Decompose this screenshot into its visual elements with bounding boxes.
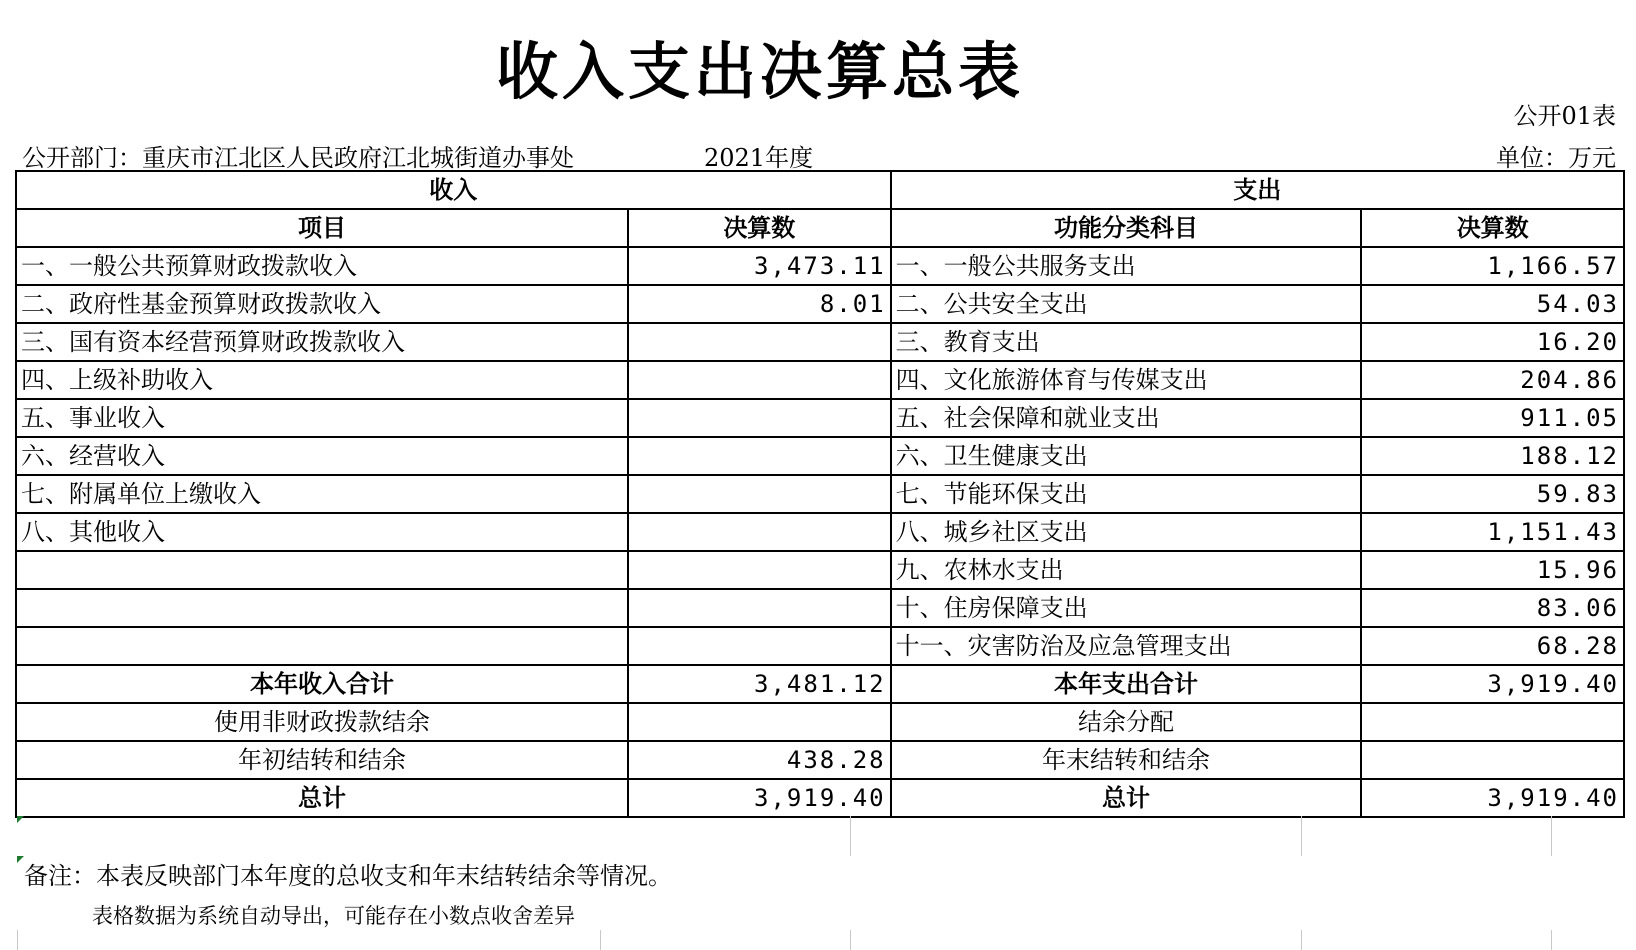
income-amount-cell[interactable] bbox=[628, 361, 891, 399]
grand-total-income-label[interactable]: 总计 bbox=[16, 779, 628, 817]
year-expense-total-label[interactable]: 本年支出合计 bbox=[891, 665, 1362, 703]
gridline bbox=[17, 930, 18, 950]
page-title: 收入支出决算总表 bbox=[495, 35, 1024, 108]
export-note: 表格数据为系统自动导出，可能存在小数点收舍差异 bbox=[92, 904, 575, 928]
expense-item-header[interactable]: 功能分类科目 bbox=[891, 209, 1362, 247]
gridline bbox=[1551, 816, 1552, 856]
grand-total-row bbox=[16, 779, 1624, 817]
table-row bbox=[16, 361, 1624, 399]
expense-amount-cell[interactable]: 188.12 bbox=[1361, 437, 1624, 475]
surplus-distribution-amount[interactable] bbox=[1361, 703, 1624, 741]
expense-amount-cell[interactable]: 59.83 bbox=[1361, 475, 1624, 513]
income-item-cell[interactable]: 八、其他收入 bbox=[16, 513, 628, 551]
section-header-row bbox=[16, 171, 1624, 209]
table-row bbox=[16, 437, 1624, 475]
income-item-cell[interactable] bbox=[16, 551, 628, 589]
expense-amount-cell[interactable]: 1,151.43 bbox=[1361, 513, 1624, 551]
income-item-cell[interactable]: 四、上级补助收入 bbox=[16, 361, 628, 399]
income-item-cell[interactable] bbox=[16, 589, 628, 627]
year-total-row bbox=[16, 665, 1624, 703]
column-header-row bbox=[16, 209, 1624, 247]
income-amount-cell[interactable]: 8.01 bbox=[628, 285, 891, 323]
expense-item-cell[interactable]: 七、节能环保支出 bbox=[891, 475, 1362, 513]
grand-total-expense-label[interactable]: 总计 bbox=[891, 779, 1362, 817]
expense-amount-cell[interactable]: 68.28 bbox=[1361, 627, 1624, 665]
expense-amount-cell[interactable]: 83.06 bbox=[1361, 589, 1624, 627]
income-expense-table bbox=[15, 170, 1625, 818]
expense-item-cell[interactable]: 六、卫生健康支出 bbox=[891, 437, 1362, 475]
gridline bbox=[1551, 930, 1552, 950]
expense-item-cell[interactable]: 十一、灾害防治及应急管理支出 bbox=[891, 627, 1362, 665]
end-balance-amount[interactable] bbox=[1361, 741, 1624, 779]
income-amount-cell[interactable] bbox=[628, 589, 891, 627]
income-amount-cell[interactable] bbox=[628, 513, 891, 551]
expense-item-cell[interactable]: 二、公共安全支出 bbox=[891, 285, 1362, 323]
table-row bbox=[16, 247, 1624, 285]
income-section-header[interactable]: 收入 bbox=[16, 171, 891, 209]
table-row bbox=[16, 475, 1624, 513]
income-item-cell[interactable]: 六、经营收入 bbox=[16, 437, 628, 475]
expense-amount-cell[interactable]: 54.03 bbox=[1361, 285, 1624, 323]
department-label: 公开部门：重庆市江北区人民政府江北城街道办事处 bbox=[22, 144, 574, 172]
expense-amount-cell[interactable]: 15.96 bbox=[1361, 551, 1624, 589]
table-row bbox=[16, 627, 1624, 665]
gridline bbox=[850, 930, 851, 950]
year-income-total-label[interactable]: 本年收入合计 bbox=[16, 665, 628, 703]
table-number: 公开01表 bbox=[1513, 102, 1616, 130]
grand-total-expense-amount[interactable]: 3,919.40 bbox=[1361, 779, 1624, 817]
expense-amount-cell[interactable]: 1,166.57 bbox=[1361, 247, 1624, 285]
nonfiscal-row bbox=[16, 703, 1624, 741]
year-income-total-amount[interactable]: 3,481.12 bbox=[628, 665, 891, 703]
remark-note: 备注：本表反映部门本年度的总收支和年末结转结余等情况。 bbox=[24, 862, 672, 890]
expense-item-cell[interactable]: 三、教育支出 bbox=[891, 323, 1362, 361]
expense-item-cell[interactable]: 五、社会保障和就业支出 bbox=[891, 399, 1362, 437]
table-row bbox=[16, 285, 1624, 323]
cell-comment-marker bbox=[17, 856, 24, 863]
cell-comment-marker bbox=[17, 816, 24, 823]
income-amount-cell[interactable] bbox=[628, 323, 891, 361]
gridline bbox=[1301, 816, 1302, 856]
income-amount-cell[interactable] bbox=[628, 551, 891, 589]
expense-amount-cell[interactable]: 16.20 bbox=[1361, 323, 1624, 361]
fiscal-year: 2021年度 bbox=[704, 144, 814, 172]
begin-balance-amount[interactable]: 438.28 bbox=[628, 741, 891, 779]
income-amount-cell[interactable]: 3,473.11 bbox=[628, 247, 891, 285]
income-item-header[interactable]: 项目 bbox=[16, 209, 628, 247]
expense-amount-header[interactable]: 决算数 bbox=[1361, 209, 1624, 247]
income-item-cell[interactable]: 二、政府性基金预算财政拨款收入 bbox=[16, 285, 628, 323]
balance-row bbox=[16, 741, 1624, 779]
table-row bbox=[16, 551, 1624, 589]
expense-amount-cell[interactable]: 911.05 bbox=[1361, 399, 1624, 437]
year-expense-total-amount[interactable]: 3,919.40 bbox=[1361, 665, 1624, 703]
income-amount-cell[interactable] bbox=[628, 475, 891, 513]
nonfiscal-surplus-label[interactable]: 使用非财政拨款结余 bbox=[16, 703, 628, 741]
income-item-cell[interactable]: 五、事业收入 bbox=[16, 399, 628, 437]
expense-item-cell[interactable]: 十、住房保障支出 bbox=[891, 589, 1362, 627]
expense-item-cell[interactable]: 八、城乡社区支出 bbox=[891, 513, 1362, 551]
table-row bbox=[16, 323, 1624, 361]
gridline bbox=[850, 816, 851, 856]
income-item-cell[interactable]: 一、一般公共预算财政拨款收入 bbox=[16, 247, 628, 285]
surplus-distribution-label[interactable]: 结余分配 bbox=[891, 703, 1362, 741]
income-amount-cell[interactable] bbox=[628, 437, 891, 475]
table-row bbox=[16, 399, 1624, 437]
income-item-cell[interactable] bbox=[16, 627, 628, 665]
expense-item-cell[interactable]: 九、农林水支出 bbox=[891, 551, 1362, 589]
table-row bbox=[16, 513, 1624, 551]
expense-amount-cell[interactable]: 204.86 bbox=[1361, 361, 1624, 399]
income-item-cell[interactable]: 七、附属单位上缴收入 bbox=[16, 475, 628, 513]
unit-label: 单位：万元 bbox=[1496, 144, 1616, 172]
table-row bbox=[16, 589, 1624, 627]
grand-total-income-amount[interactable]: 3,919.40 bbox=[628, 779, 891, 817]
income-item-cell[interactable]: 三、国有资本经营预算财政拨款收入 bbox=[16, 323, 628, 361]
expense-section-header[interactable]: 支出 bbox=[891, 171, 1624, 209]
income-amount-cell[interactable] bbox=[628, 627, 891, 665]
expense-item-cell[interactable]: 四、文化旅游体育与传媒支出 bbox=[891, 361, 1362, 399]
gridline bbox=[1301, 930, 1302, 950]
end-balance-label[interactable]: 年末结转和结余 bbox=[891, 741, 1362, 779]
income-amount-header[interactable]: 决算数 bbox=[628, 209, 891, 247]
income-amount-cell[interactable] bbox=[628, 399, 891, 437]
gridline bbox=[600, 930, 601, 950]
nonfiscal-surplus-amount[interactable] bbox=[628, 703, 891, 741]
begin-balance-label[interactable]: 年初结转和结余 bbox=[16, 741, 628, 779]
expense-item-cell[interactable]: 一、一般公共服务支出 bbox=[891, 247, 1362, 285]
